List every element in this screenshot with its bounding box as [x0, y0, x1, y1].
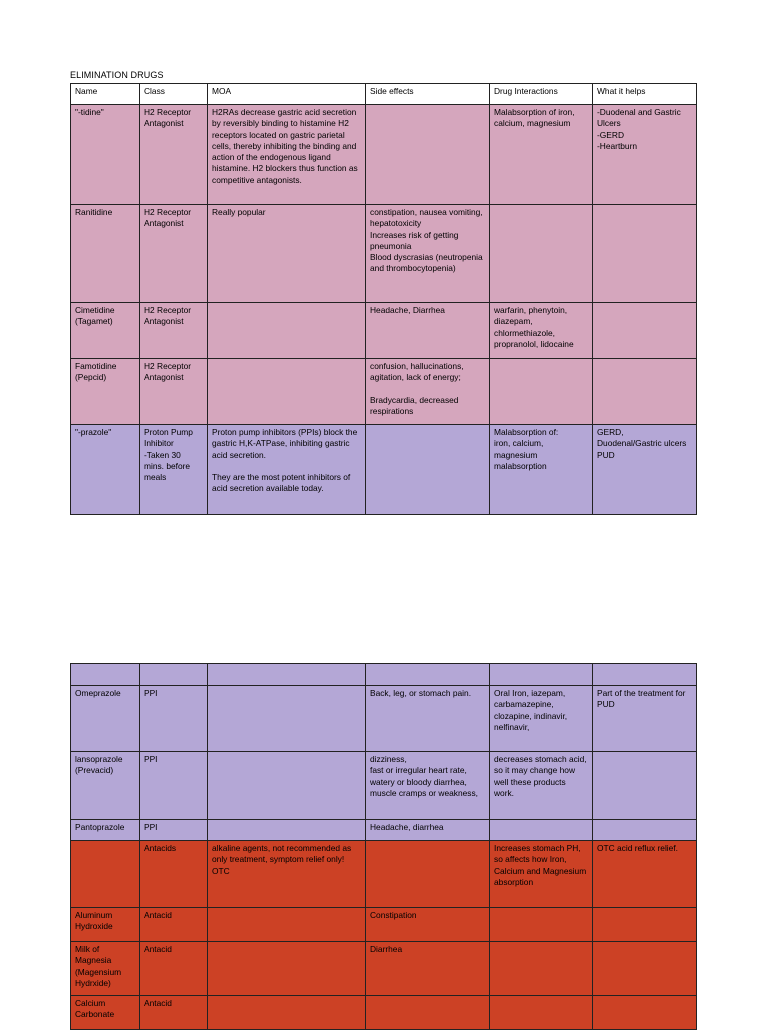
cell-side-effects: Diarrhea [366, 942, 490, 996]
cell-drug-interactions: decreases stomach acid, so it may change how well these products work. [490, 752, 593, 820]
cell-name: Cimetidine (Tagamet) [71, 303, 140, 359]
cell-moa [208, 908, 366, 942]
cell-side-effects [366, 996, 490, 1030]
cell-drug-interactions [490, 942, 593, 996]
cell-side-effects [366, 841, 490, 908]
cell-name: "-tidine" [71, 105, 140, 205]
drug-row [71, 820, 697, 841]
cell-drug-interactions: warfarin, phenytoin, diazepam, chlormethiazole, propranolol, lidocaine [490, 303, 593, 359]
cell-class: H2 Receptor Antagonist [140, 105, 208, 205]
cell-class: H2 Receptor Antagonist [140, 303, 208, 359]
drug-row [71, 205, 697, 303]
cell-side-effects: dizziness, fast or irregular heart rate, watery or bloody diarrhea, muscle cramps or weakness, [366, 752, 490, 820]
cell-what-it-helps [593, 820, 697, 841]
header-cell-class: Class [140, 84, 208, 105]
cell-moa [208, 664, 366, 686]
cell-drug-interactions: Malabsorption of iron, calcium, magnesium [490, 105, 593, 205]
cell-what-it-helps: Part of the treatment for PUD [593, 686, 697, 752]
drug-row [71, 752, 697, 820]
cell-what-it-helps [593, 942, 697, 996]
drug-row [71, 105, 697, 205]
cell-name: Famotidine (Pepcid) [71, 359, 140, 425]
header-cell-drug-interactions: Drug Interactions [490, 84, 593, 105]
cell-class: H2 Receptor Antagonist [140, 205, 208, 303]
drug-table-2 [70, 663, 697, 1030]
header-row [71, 84, 697, 105]
cell-side-effects [366, 425, 490, 515]
cell-what-it-helps [593, 359, 697, 425]
cell-moa [208, 359, 366, 425]
cell-moa: alkaline agents, not recommended as only treatment, symptom relief only! OTC [208, 841, 366, 908]
cell-class: PPI [140, 752, 208, 820]
cell-class: Proton Pump Inhibitor -Taken 30 mins. before meals [140, 425, 208, 515]
cell-moa: Really popular [208, 205, 366, 303]
cell-side-effects: constipation, nausea vomiting, hepatotoxicity Increases risk of getting pneumonia Blood dyscrasias (neutropenia and thrombocytopenia) [366, 205, 490, 303]
cell-moa [208, 820, 366, 841]
drug-row [71, 686, 697, 752]
cell-side-effects [366, 105, 490, 205]
cell-class [140, 664, 208, 686]
cell-what-it-helps: OTC acid reflux relief. [593, 841, 697, 908]
cell-drug-interactions [490, 359, 593, 425]
cell-class: Antacids [140, 841, 208, 908]
header-cell-what-it-helps: What it helps [593, 84, 697, 105]
cell-moa [208, 686, 366, 752]
drug-table-1 [70, 83, 697, 515]
drug-row [71, 425, 697, 515]
header-cell-side-effects: Side effects [366, 84, 490, 105]
drug-row [71, 996, 697, 1030]
cell-class: PPI [140, 686, 208, 752]
cell-side-effects: Headache, diarrhea [366, 820, 490, 841]
cell-name: lansoprazole (Prevacid) [71, 752, 140, 820]
cell-what-it-helps [593, 303, 697, 359]
cell-class: Antacid [140, 908, 208, 942]
cell-name: Omeprazole [71, 686, 140, 752]
cell-class: PPI [140, 820, 208, 841]
cell-moa [208, 942, 366, 996]
cell-what-it-helps [593, 752, 697, 820]
drug-row [71, 908, 697, 942]
cell-side-effects [366, 664, 490, 686]
cell-what-it-helps [593, 996, 697, 1030]
cell-what-it-helps: -Duodenal and Gastric Ulcers -GERD -Heartburn [593, 105, 697, 205]
cell-drug-interactions: Malabsorption of: iron, calcium, magnesium malabsorption [490, 425, 593, 515]
cell-what-it-helps: GERD, Duodenal/Gastric ulcers PUD [593, 425, 697, 515]
cell-what-it-helps [593, 908, 697, 942]
cell-moa [208, 752, 366, 820]
cell-class: H2 Receptor Antagonist [140, 359, 208, 425]
cell-drug-interactions [490, 205, 593, 303]
cell-name: Aluminum Hydroxide [71, 908, 140, 942]
cell-name: Pantoprazole [71, 820, 140, 841]
drug-row [71, 841, 697, 908]
drug-row [71, 664, 697, 686]
cell-name: Ranitidine [71, 205, 140, 303]
cell-name: Calcium Carbonate [71, 996, 140, 1030]
cell-moa: Proton pump inhibitors (PPIs) block the gastric H,K-ATPase, inhibiting gastric acid secretion. They are the most potent inhibitors of acid secretion available today. [208, 425, 366, 515]
cell-side-effects: Constipation [366, 908, 490, 942]
cell-name: "-prazole" [71, 425, 140, 515]
cell-side-effects: Headache, Diarrhea [366, 303, 490, 359]
cell-moa: H2RAs decrease gastric acid secretion by reversibly binding to histamine H2 receptors located on gastric parietal cells, thereby inhibiting the binding and action of the endogenous ligand histamine. H2 blockers thus function as competitive antagonists. [208, 105, 366, 205]
drug-row [71, 359, 697, 425]
header-cell-moa: MOA [208, 84, 366, 105]
drug-row [71, 942, 697, 996]
cell-moa [208, 996, 366, 1030]
drug-row [71, 303, 697, 359]
cell-class: Antacid [140, 942, 208, 996]
cell-what-it-helps [593, 664, 697, 686]
cell-drug-interactions: Increases stomach PH, so affects how Iron, Calcium and Magnesium absorption [490, 841, 593, 908]
cell-side-effects: Back, leg, or stomach pain. [366, 686, 490, 752]
cell-name [71, 664, 140, 686]
cell-drug-interactions [490, 996, 593, 1030]
cell-moa [208, 303, 366, 359]
cell-drug-interactions [490, 664, 593, 686]
cell-name: Milk of Magnesia (Magensium Hydrxide) [71, 942, 140, 996]
header-cell-name: Name [71, 84, 140, 105]
cell-drug-interactions [490, 820, 593, 841]
cell-what-it-helps [593, 205, 697, 303]
cell-side-effects: confusion, hallucinations, agitation, lack of energy; Bradycardia, decreased respirations [366, 359, 490, 425]
cell-drug-interactions: Oral Iron, iazepam, carbamazepine, clozapine, indinavir, nelfinavir, [490, 686, 593, 752]
cell-class: Antacid [140, 996, 208, 1030]
document-title: ELIMINATION DRUGS [70, 70, 164, 80]
cell-name [71, 841, 140, 908]
cell-drug-interactions [490, 908, 593, 942]
